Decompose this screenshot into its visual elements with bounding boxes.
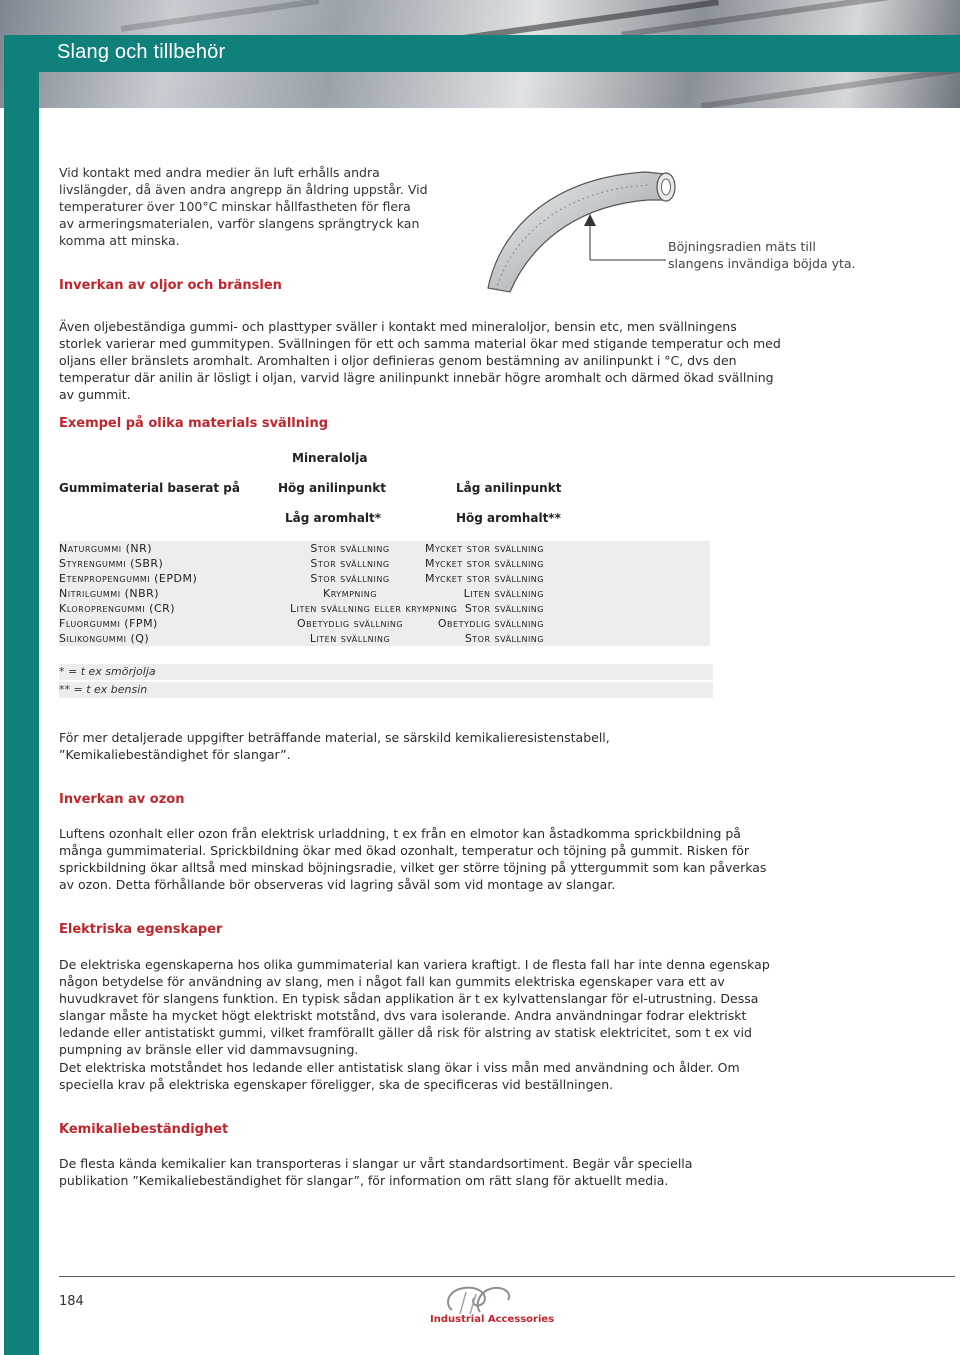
table-row (59, 586, 710, 601)
heading-electric: Elektriska egenskaper (59, 922, 223, 937)
paragraph-electric-1: De elektriska egenskaperna hos olika gummimaterial kan variera kraftigt. I de flesta fall har inte denna egenskap någon betydelse för användning av slang, men i något fall kan gummits elektriska egenskaper vara ett av huvudkravet för slangens funktion. En typisk sådan applikation är t ex kylvattenslangar för el-utrustning. Dessa slangar måste ha mycket högt elektriskt motstånd, dvs vara isolerande. Andra användningar fodrar elektriskt ledande eller antistatiskt gummi, vilket framförallt gäller då risk för alstring av statisk elektricitet, som t ex vid pumpning av bränsle eller vid dammavsugning. (59, 957, 770, 1057)
table-row (59, 616, 710, 631)
table-col-high-anilin: Hög anilinpunkt (278, 481, 386, 495)
row-low-anilin-value: Stor svällning (464, 632, 544, 645)
table-group-header: Mineralolja (292, 451, 368, 465)
intro-paragraph: Vid kontakt med andra medier än luft erhålls andra livslängder, då även andra angrepp än åldring uppstår. Vid temperaturer över 100°C minskar hållfastheten för flera av armeringsmaterialen, varför slangens sprängtryck kan komma att minska. (59, 165, 428, 248)
row-material: Fluorgummi (FPM) (59, 617, 158, 630)
paragraph-oils: Även oljebeständiga gummi- och plasttyper sväller i kontakt med mineraloljor, bensin etc, men svällningens storlek varierar med gummitypen. Svällningen för ett och samma material ökar med stigande temperatur och med oljans eller bränslets aromhalt. Aromhalten i oljor definieras genom bestämning av anilinpunkt i °C, dvs den temperatur där anilin är lösligt i oljan, varvid lägre anilinpunkt innebär högre aromhalt och därmed ökad svällning av gummit. (59, 319, 781, 402)
logo-text: Industrial Accessories (430, 1314, 555, 1325)
table-col-high-arom: Hög aromhalt** (456, 511, 561, 525)
row-high-anilin-value: Stor svällning (310, 542, 390, 555)
row-material: Naturgummi (NR) (59, 542, 153, 555)
figure-caption: Böjningsradien mäts till slangens invändiga böjda yta. (668, 239, 856, 271)
heading-swelling-table: Exempel på olika materials svällning (59, 416, 329, 431)
row-high-anilin-value: Liten svällning (309, 632, 391, 645)
heading-chemical: Kemikaliebeständighet (59, 1122, 229, 1137)
table-row (59, 601, 710, 616)
hose-illustration (470, 160, 690, 300)
table-footnote-1: * = t ex smörjolja (59, 664, 713, 680)
table-row (59, 541, 710, 556)
table-row (59, 631, 710, 646)
row-material: Kloroprengummi (CR) (59, 602, 176, 615)
row-low-anilin-value: Mycket stor svällning (425, 557, 544, 570)
row-material: Styrengummi (SBR) (59, 557, 164, 570)
side-accent-bar (4, 72, 39, 1355)
row-low-anilin-value: Liten svällning (463, 587, 544, 600)
table-footnote-2: ** = t ex bensin (59, 682, 713, 698)
table-row (59, 556, 710, 571)
row-low-anilin-value: Mycket stor svällning (425, 542, 544, 555)
page-number: 184 (59, 1294, 84, 1309)
page-title: Slang och tillbehör (57, 41, 226, 63)
hose-outer-shape (488, 172, 666, 292)
row-material: Nitrilgummi (NBR) (59, 587, 160, 600)
paragraph-chemical: De flesta kända kemikalier kan transporteras i slangar ur vårt standardsortiment. Begär vår speciella publikation ”Kemikaliebeständighet för slangar”, för information om rätt slang för aktuellt media. (59, 1156, 693, 1188)
row-high-anilin-value: Obetydlig svällning (296, 617, 404, 630)
row-high-anilin-value: Stor svällning (310, 557, 390, 570)
table-col-low-anilin: Låg anilinpunkt (456, 481, 562, 495)
logo-mark-icon (430, 1284, 530, 1316)
brand-logo (430, 1284, 555, 1330)
row-material: Silikongummi (Q) (59, 632, 150, 645)
heading-ozone: Inverkan av ozon (59, 792, 185, 807)
page-title-bar (4, 35, 960, 72)
row-low-anilin-value: Mycket stor svällning (425, 572, 544, 585)
row-high-anilin-value: Krympning (323, 587, 377, 600)
row-high-anilin-value: Stor svällning (310, 572, 390, 585)
table-col-material: Gummimaterial baserat på (59, 481, 240, 495)
heading-oils: Inverkan av oljor och bränslen (59, 278, 282, 293)
table-col-low-arom: Låg aromhalt* (285, 511, 382, 525)
row-material: Etenpropengummi (EPDM) (59, 572, 198, 585)
row-low-anilin-value: Obetydlig svällning (437, 617, 544, 630)
paragraph-ozone: Luftens ozonhalt eller ozon från elektrisk urladdning, t ex från en elmotor kan åstadkomma sprickbildning på många gummimaterial. Sprickbildning ökar med ökad ozonhalt, temperatur och töjning på gummit. Risken för sprickbildning ökar alltså med minskad böjningsradie, vilket ger större töjning på yttergummit som kan påverkas av ozon. Detta förhållande bör observeras vid lagring såväl som vid montage av slangar. (59, 826, 767, 892)
table-row (59, 571, 710, 586)
paragraph-electric-2: Det elektriska motståndet hos ledande eller antistatisk slang ökar i viss mån med användning och ålder. Om speciella krav på elektriska egenskaper föreligger, ska de specificeras vid beställningen. (59, 1060, 740, 1092)
paragraph-more-info: För mer detaljerade uppgifter beträffande material, se särskild kemikalieresistenstabell, ”Kemikaliebeständighet för slangar”. (59, 730, 610, 762)
footer-divider (59, 1276, 955, 1277)
row-low-anilin-value: Stor svällning (464, 602, 544, 615)
row-high-anilin-value: Liten svällning eller krympning (290, 602, 458, 615)
